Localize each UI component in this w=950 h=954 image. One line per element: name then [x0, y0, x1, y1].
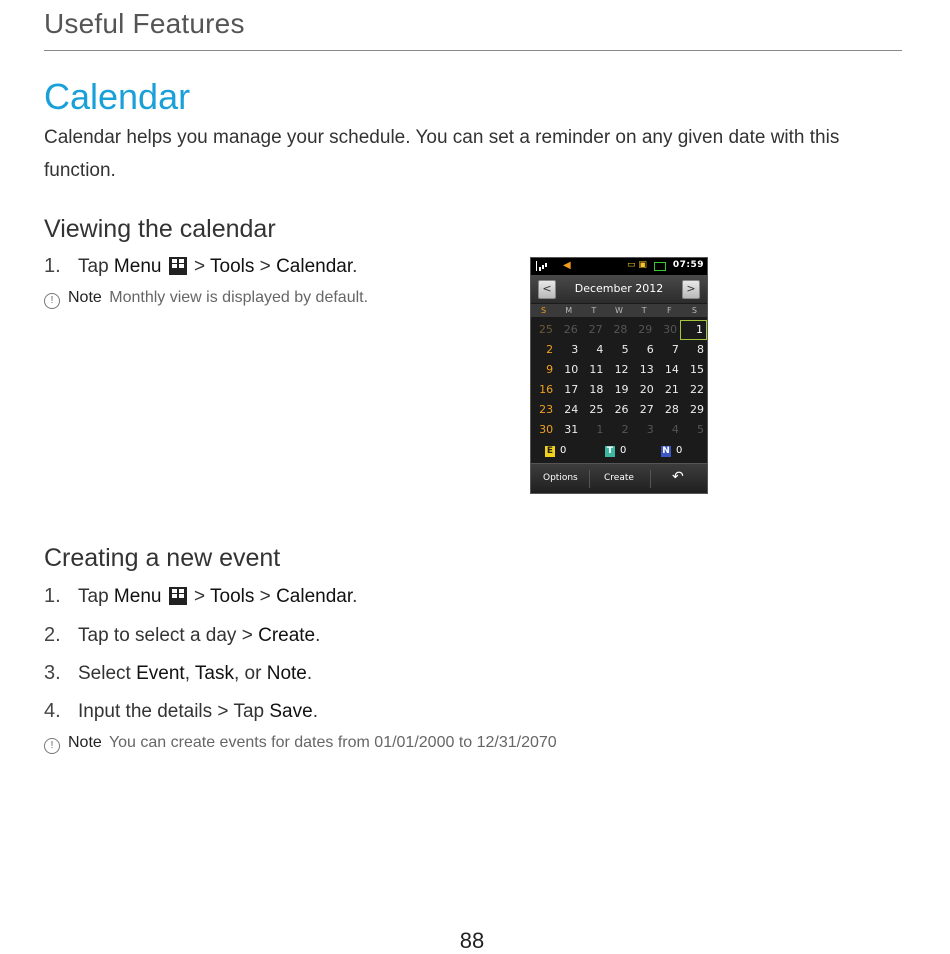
calendar-day-cell[interactable]: 28 [613, 323, 628, 336]
calendar-day-cell[interactable]: 29 [638, 323, 653, 336]
calendar-week-row [531, 340, 707, 360]
back-icon[interactable]: ↶ [672, 469, 684, 485]
calendar-day-cell[interactable]: 18 [589, 383, 604, 396]
creating-step-1 [44, 585, 357, 608]
legend-badge: T [606, 446, 614, 456]
step-text: Select [78, 663, 137, 684]
calendar-week-row [531, 420, 707, 440]
options-softkey[interactable]: Options [543, 473, 578, 483]
step-text: Tap [78, 256, 114, 277]
prev-month-button[interactable]: < [538, 280, 556, 299]
step-text: Tap [78, 586, 114, 607]
note-label: Note [68, 289, 102, 306]
info-icon: ! [44, 738, 60, 754]
creating-step-2 [44, 624, 320, 647]
tools-term: Tools [210, 256, 255, 277]
calendar-day-cell[interactable]: 1 [596, 423, 604, 436]
calendar-day-cell[interactable]: 4 [596, 343, 604, 356]
calendar-day-cell[interactable]: 7 [671, 343, 679, 356]
weekday-header [531, 304, 707, 317]
note-term: Note [266, 663, 307, 684]
separator: > [254, 586, 277, 607]
calendar-day-cell[interactable]: 21 [664, 383, 679, 396]
creating-step-4 [44, 700, 318, 723]
section-header: Useful Features [44, 8, 245, 39]
speaker-icon: ◀ [563, 260, 571, 271]
phone-calendar-screenshot [530, 257, 708, 494]
calendar-day-cell[interactable]: 25 [589, 403, 604, 416]
legend-count: 0 [560, 445, 567, 456]
calendar-day-cell[interactable]: 1 [680, 320, 707, 340]
step-number: 1. [44, 255, 61, 277]
period: . [312, 701, 318, 722]
heading-creating: Creating a new event [44, 544, 281, 572]
separator: > [188, 586, 211, 607]
calendar-grid [531, 320, 707, 440]
creating-step-3 [44, 662, 312, 685]
calendar-day-cell[interactable]: 6 [646, 343, 654, 356]
legend-badge: N [662, 446, 670, 456]
softkey-bar [531, 463, 707, 494]
step-text: Input the details > Tap [78, 701, 270, 722]
step-number: 1. [44, 585, 61, 607]
calendar-day-cell[interactable]: 26 [614, 403, 629, 416]
separator: > [188, 256, 211, 277]
calendar-day-cell[interactable]: 11 [589, 363, 604, 376]
calendar-day-cell[interactable]: 9 [546, 363, 554, 376]
creating-note [44, 734, 557, 754]
weekday-label: S [541, 306, 547, 315]
alarm-icon: ▭ ▣ [627, 260, 647, 270]
signal-icon [536, 261, 547, 271]
event-legend [531, 444, 707, 460]
status-time: 07:59 [672, 260, 704, 270]
menu-key-icon [169, 587, 187, 605]
calendar-day-cell[interactable]: 2 [621, 423, 629, 436]
calendar-day-cell[interactable]: 19 [614, 383, 629, 396]
calendar-day-cell[interactable]: 4 [671, 423, 679, 436]
legend-count: 0 [676, 445, 683, 456]
calendar-day-cell[interactable]: 31 [564, 423, 579, 436]
legend-badge: E [546, 446, 554, 456]
weekday-label: M [565, 306, 573, 315]
calendar-week-row [531, 400, 707, 420]
calendar-day-cell[interactable]: 29 [689, 403, 704, 416]
calendar-day-cell[interactable]: 30 [663, 323, 678, 336]
step-number: 2. [44, 624, 61, 646]
calendar-day-cell[interactable]: 27 [588, 323, 603, 336]
calendar-day-cell[interactable]: 5 [621, 343, 629, 356]
note-label: Note [68, 734, 102, 751]
event-term: Event [136, 663, 185, 684]
weekday-label: W [615, 306, 623, 315]
weekday-label: F [666, 306, 672, 315]
calendar-day-cell[interactable]: 13 [639, 363, 654, 376]
calendar-day-cell[interactable]: 16 [539, 383, 554, 396]
legend-count: 0 [620, 445, 627, 456]
calendar-day-cell[interactable]: 5 [696, 423, 704, 436]
calendar-day-cell[interactable]: 23 [539, 403, 554, 416]
calendar-day-cell[interactable]: 3 [571, 343, 579, 356]
calendar-day-cell[interactable]: 30 [539, 423, 554, 436]
create-term: Create [258, 625, 316, 646]
battery-icon [654, 262, 666, 271]
calendar-term: Calendar [276, 586, 353, 607]
period: . [352, 256, 358, 277]
calendar-day-cell[interactable]: 8 [696, 343, 704, 356]
period: . [352, 586, 358, 607]
heading-viewing: Viewing the calendar [44, 215, 276, 243]
tools-term: Tools [210, 586, 255, 607]
page-number: 88 [459, 928, 485, 953]
task-term: Task [194, 663, 234, 684]
calendar-day-cell[interactable]: 20 [639, 383, 654, 396]
weekday-label: T [641, 306, 647, 315]
menu-term: Menu [113, 586, 162, 607]
calendar-day-cell[interactable]: 25 [538, 323, 553, 336]
calendar-week-row [531, 380, 707, 400]
weekday-label: T [591, 306, 597, 315]
calendar-day-cell[interactable]: 24 [564, 403, 579, 416]
page-title: Calendar [44, 76, 191, 117]
calendar-week-row [531, 360, 707, 380]
comma: , [184, 663, 195, 684]
calendar-day-cell[interactable]: 17 [564, 383, 579, 396]
calendar-day-cell[interactable]: 27 [639, 403, 654, 416]
step-text: Tap to select a day > [78, 625, 259, 646]
month-title: December 2012 [574, 282, 664, 295]
note-text: You can create events for dates from 01/01/2000 to 12/31/2070 [104, 734, 557, 751]
period: . [306, 663, 313, 684]
calendar-day-cell[interactable]: 14 [664, 363, 679, 376]
save-term: Save [269, 701, 313, 722]
calendar-day-cell[interactable]: 2 [546, 343, 554, 356]
calendar-day-cell[interactable]: 28 [664, 403, 679, 416]
softkey-divider [589, 470, 590, 488]
calendar-day-cell[interactable]: 15 [689, 363, 704, 376]
menu-term: Menu [113, 256, 162, 277]
calendar-day-cell[interactable]: 22 [689, 383, 704, 396]
calendar-day-cell[interactable]: 26 [563, 323, 578, 336]
month-bar [531, 275, 707, 303]
conjunction: , or [233, 663, 267, 684]
next-month-button[interactable]: > [682, 280, 700, 299]
step-number: 3. [44, 662, 61, 684]
calendar-term: Calendar [276, 256, 353, 277]
viewing-note [44, 289, 368, 309]
calendar-day-cell[interactable]: 12 [614, 363, 629, 376]
status-bar [531, 258, 707, 275]
note-text: Monthly view is displayed by default. [104, 289, 369, 306]
weekday-label: S [691, 306, 697, 315]
menu-key-icon [169, 257, 187, 275]
step-number: 4. [44, 700, 61, 722]
calendar-week-row [531, 320, 707, 340]
header-rule [44, 50, 902, 51]
calendar-day-cell[interactable]: 10 [564, 363, 579, 376]
create-softkey[interactable]: Create [604, 473, 634, 483]
softkey-divider [650, 470, 651, 488]
period: . [315, 625, 321, 646]
calendar-day-cell[interactable]: 3 [646, 423, 654, 436]
separator: > [254, 256, 277, 277]
intro-paragraph: Calendar helps you manage your schedule. You can set a reminder on any given date with this function. [44, 127, 840, 181]
info-icon: ! [44, 293, 60, 309]
viewing-step-1 [44, 255, 357, 278]
